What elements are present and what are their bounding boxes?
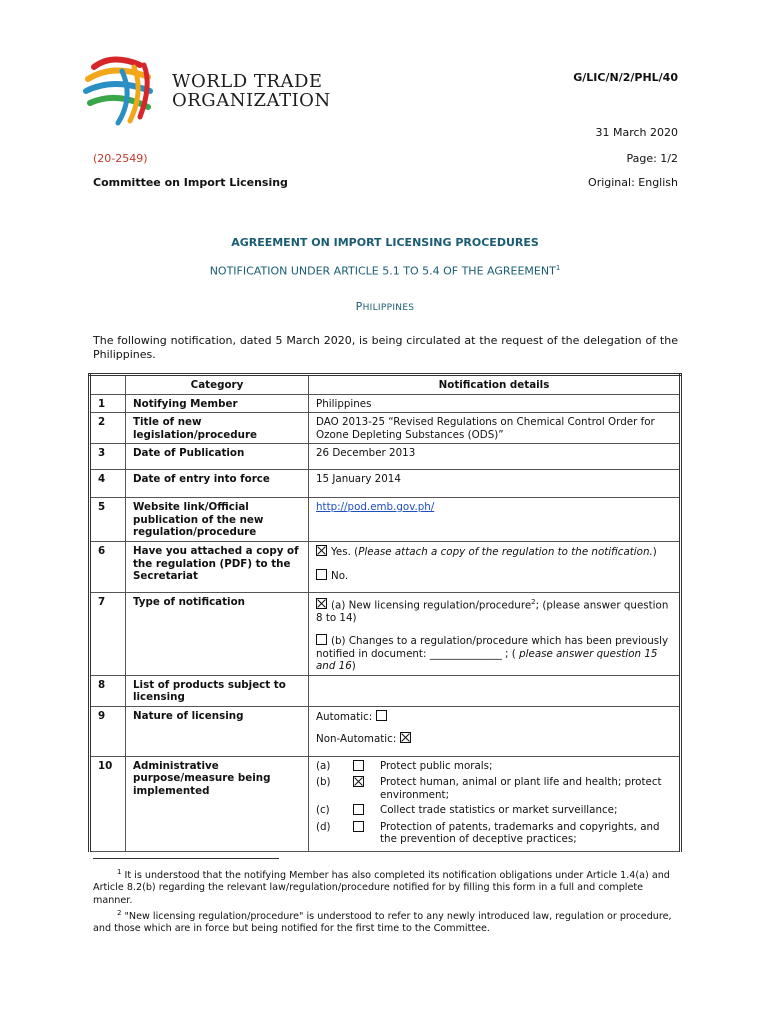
document-date: 31 March 2020 <box>595 126 678 139</box>
row-category: Have you attached a copy of the regulation (PDF) to the Secretariat <box>126 542 309 593</box>
row-value <box>309 675 681 706</box>
purpose-letter: (a) <box>316 759 331 772</box>
changes-close: ) <box>351 660 356 673</box>
page-subtitle <box>0 264 770 278</box>
table-row <box>90 413 681 444</box>
row-number: 7 <box>90 593 126 676</box>
purpose-item <box>316 804 673 818</box>
website-link[interactable]: http://pod.emb.gov.ph/ <box>316 501 435 513</box>
notification-table <box>88 373 682 852</box>
row-value <box>309 498 681 542</box>
table-row <box>90 470 681 498</box>
row-value <box>309 542 681 593</box>
row-number: 6 <box>90 542 126 593</box>
country-initial: P <box>355 300 363 313</box>
footnote-1-text: It is understood that the notifying Member has also completed its notification obligations under Article 1.4(a) and Article 8.2(b) regarding the relevant law/regulation/procedure notified for by filling this form in a full and complete manner. <box>93 870 670 906</box>
no-label: No. <box>331 569 349 582</box>
footnote-ref-1: 1 <box>555 264 561 272</box>
non-automatic-label: Non-Automatic: <box>316 733 397 746</box>
row-value: DAO 2013-25 “Revised Regulations on Chemical Control Order for Ozone Depleting Substances (ODS)” <box>309 413 681 444</box>
new-regulation-note: ; (please answer question 8 to 14) <box>316 599 669 624</box>
row-number: 5 <box>90 498 126 542</box>
table-header-row <box>90 375 681 395</box>
table-row <box>90 542 681 593</box>
purpose-text: Collect trade statistics or market surveillance; <box>380 804 618 817</box>
changes-label: (b) Changes to a regulation/procedure which has been previously notified in document: ______________ ; ( <box>316 635 669 660</box>
yes-close: ) <box>652 546 657 558</box>
row-category: Notifying Member <box>126 394 309 413</box>
changes-instruction: please answer question 15 and 16 <box>316 647 658 673</box>
committee-name: Committee on Import Licensing <box>93 176 288 189</box>
row-category: Type of notification <box>126 593 309 676</box>
row-number: 3 <box>90 444 126 470</box>
footnotes <box>93 866 678 935</box>
purpose-checkbox[interactable] <box>353 821 364 832</box>
page-title: AGREEMENT ON IMPORT LICENSING PROCEDURES <box>231 236 539 249</box>
row-number: 1 <box>90 394 126 413</box>
original-language: Original: English <box>588 176 678 189</box>
non-automatic-checkbox[interactable] <box>400 732 411 743</box>
subtitle-text: NOTIFICATION UNDER ARTICLE 5.1 TO 5.4 OF THE AGREEMENT <box>209 264 556 278</box>
row-category: Date of entry into force <box>126 470 309 498</box>
row-category: List of products subject to licensing <box>126 675 309 706</box>
purpose-item <box>316 760 673 774</box>
purpose-letter: (c) <box>316 804 330 817</box>
table-row <box>90 498 681 542</box>
automatic-checkbox[interactable] <box>376 710 387 721</box>
row-category: Website link/Official publication of the new regulation/procedure <box>126 498 309 542</box>
footnote-1-number: 1 <box>117 868 122 876</box>
purpose-checkbox[interactable] <box>353 760 364 771</box>
row-number: 2 <box>90 413 126 444</box>
row-number: 8 <box>90 675 126 706</box>
purpose-item <box>316 776 673 801</box>
row-value: 26 December 2013 <box>309 444 681 470</box>
org-name-line2: ORGANIZATION <box>172 90 331 111</box>
row-value <box>309 756 681 851</box>
purpose-item <box>316 821 673 846</box>
purpose-letter: (d) <box>316 820 331 833</box>
purpose-letter: (b) <box>316 776 331 789</box>
new-regulation-label: (a) New licensing regulation/procedure <box>331 599 532 612</box>
table-row <box>90 394 681 413</box>
footnote-1 <box>93 866 678 907</box>
purpose-checkbox[interactable] <box>353 776 364 787</box>
header-num <box>90 375 126 395</box>
row-number: 9 <box>90 706 126 756</box>
row-value <box>309 706 681 756</box>
table-row <box>90 756 681 851</box>
footnote-divider <box>93 858 279 859</box>
purpose-text: Protection of patents, trademarks and copyrights, and the prevention of deceptive practices; <box>380 820 660 846</box>
yes-label: Yes. ( <box>331 546 359 558</box>
intro-paragraph: The following notification, dated 5 March 2020, is being circulated at the request of the delegation of the Philippines. <box>93 334 678 361</box>
row-value <box>309 593 681 676</box>
row-category: Administrative purpose/measure being implemented <box>126 756 309 851</box>
table-row <box>90 706 681 756</box>
table-row <box>90 444 681 470</box>
purpose-checkbox[interactable] <box>353 804 364 815</box>
org-name <box>172 72 331 110</box>
row-category: Title of new legislation/procedure <box>126 413 309 444</box>
footnote-2-text: "New licensing regulation/procedure" is understood to refer to any newly introduced law, regulation or procedure, and those which are in force but being notified for the first time to the Committee. <box>93 910 672 935</box>
changes-checkbox[interactable] <box>316 634 327 645</box>
yes-instruction: Please attach a copy of the regulation to the notification. <box>358 546 653 558</box>
org-name-line1: WORLD TRADE <box>172 71 323 92</box>
new-regulation-checkbox[interactable] <box>316 598 327 609</box>
page-number: Page: 1/2 <box>626 152 678 165</box>
purpose-text: Protect human, animal or plant life and health; protect environment; <box>380 776 662 801</box>
row-number: 10 <box>90 756 126 851</box>
country-rest: HILIPPINES <box>362 303 415 313</box>
document-reference: (20-2549) <box>93 152 148 165</box>
yes-checkbox[interactable] <box>316 545 327 556</box>
footnote-2 <box>93 907 678 936</box>
row-value: 15 January 2014 <box>309 470 681 498</box>
purpose-text: Protect public morals; <box>380 759 493 772</box>
header-category: Category <box>126 375 309 395</box>
footnote-ref-2: 2 <box>531 598 536 606</box>
footnote-2-number: 2 <box>117 908 122 917</box>
no-checkbox[interactable] <box>316 569 327 580</box>
table-row <box>90 675 681 706</box>
automatic-label: Automatic: <box>316 710 373 723</box>
row-value: Philippines <box>309 394 681 413</box>
table-row <box>90 593 681 676</box>
document-symbol: G/LIC/N/2/PHL/40 <box>573 71 678 84</box>
country-name <box>0 300 770 313</box>
header-details: Notification details <box>309 375 681 395</box>
row-category: Nature of licensing <box>126 706 309 756</box>
row-number: 4 <box>90 470 126 498</box>
row-category: Date of Publication <box>126 444 309 470</box>
